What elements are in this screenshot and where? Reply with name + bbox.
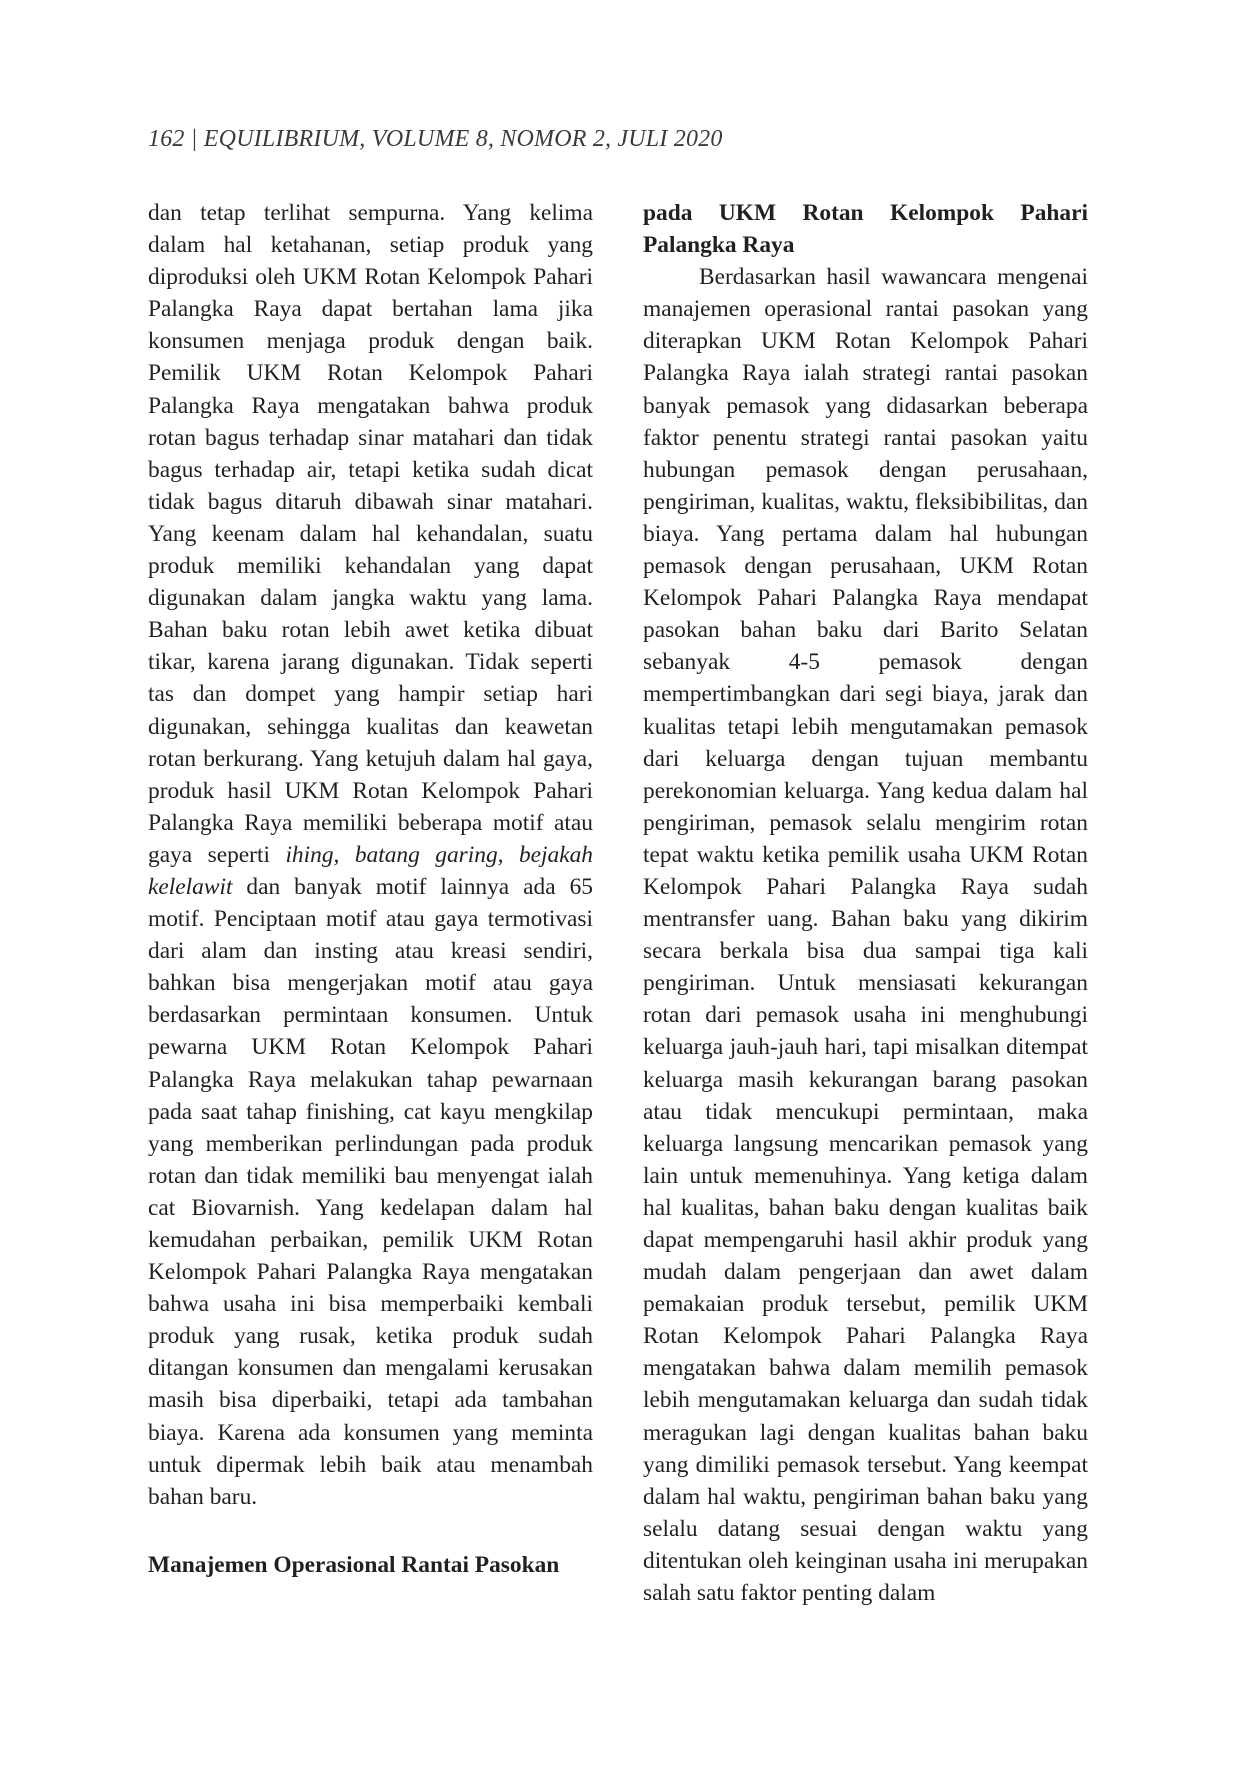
right-column bbox=[643, 197, 1088, 1609]
paragraph-text-continued: dan banyak motif lainnya ada 65 motif. Penciptaan motif atau gaya termotivasi dari alam dan insting atau kreasi sendiri, bahkan bisa mengerjakan motif atau gaya berdasarkan permintaan konsumen. Untuk pewarna UKM Rotan Kelompok Pahari Palangka Raya melakukan tahap pewarnaan pada saat tahap finishing, cat kayu mengkilap yang memberikan perlindungan pada produk rotan dan tidak memiliki bau menyengat ialah cat Biovarnish. Yang kedelapan dalam hal kemudahan perbaikan, pemilik UKM Rotan Kelompok Pahari Palangka Raya mengatakan bahwa usaha ini bisa memperbaiki kembali produk yang rusak, ketika produk sudah ditangan konsumen dan mengalami kerusakan masih bisa diperbaiki, tetapi ada tambahan biaya. Karena ada konsumen yang meminta untuk dipermak lebih baik atau menambah bahan baru. bbox=[148, 873, 593, 1510]
section-heading-continued: pada UKM Rotan Kelompok Pahari Palangka Raya bbox=[643, 200, 1088, 259]
left-column bbox=[148, 197, 593, 1581]
motif-names-italic: ihing, batang garing, bejakah kelelawit bbox=[148, 841, 593, 900]
section-heading: Manajemen Operasional Rantai Pasokan bbox=[148, 1551, 560, 1578]
running-header: 162 | EQUILIBRIUM, VOLUME 8, NOMOR 2, JULI 2020 bbox=[148, 126, 723, 152]
paragraph-text: dan tetap terlihat sempurna. Yang kelima dalam hal ketahanan, setiap produk yang diproduksi oleh UKM Rotan Kelompok Pahari Palangka Raya dapat bertahan lama jika konsumen menjaga produk dengan baik. Pemilik UKM Rotan Kelompok Pahari Palangka Raya mengatakan bahwa produk rotan bagus terhadap sinar matahari dan tidak bagus terhadap air, tetapi ketika sudah dicat tidak bagus ditaruh dibawah sinar matahari. Yang keenam dalam hal kehandalan, suatu produk memiliki kehandalan yang dapat digunakan dalam jangka waktu yang lama. Bahan baku rotan lebih awet ketika dibuat tikar, karena jarang digunakan. Tidak seperti tas dan dompet yang hampir setiap hari digunakan, sehingga kualitas dan keawetan rotan berkurang. Yang ketujuh dalam hal gaya, produk hasil UKM Rotan Kelompok Pahari Palangka Raya memiliki beberapa motif atau gaya seperti bbox=[148, 200, 593, 868]
body-paragraph bbox=[148, 197, 593, 1513]
body-paragraph: Berdasarkan hasil wawancara mengenai manajemen operasional rantai pasokan yang diterapkan UKM Rotan Kelompok Pahari Palangka Raya ialah strategi rantai pasokan banyak pemasok yang didasarkan beberapa faktor penentu strategi rantai pasokan yaitu hubungan pemasok dengan perusahaan, pengiriman, kualitas, waktu, fleksibibilitas, dan biaya. Yang pertama dalam hal hubungan pemasok dengan perusahaan, UKM Rotan Kelompok Pahari Palangka Raya mendapat pasokan bahan baku dari Barito Selatan sebanyak 4-5 pemasok dengan mempertimbangkan dari segi biaya, jarak dan kualitas tetapi lebih mengutamakan pemasok dari keluarga dengan tujuan membantu perekonomian keluarga. Yang kedua dalam hal pengiriman, pemasok selalu mengirim rotan tepat waktu ketika pemilik usaha UKM Rotan Kelompok Pahari Palangka Raya sudah mentransfer uang. Bahan baku yang dikirim secara berkala bisa dua sampai tiga kali pengiriman. Untuk mensiasati kekurangan rotan dari pemasok usaha ini menghubungi keluarga jauh-jauh hari, tapi misalkan ditempat keluarga masih kekurangan barang pasokan atau tidak mencukupi permintaan, maka keluarga langsung mencarikan pemasok yang lain untuk memenuhinya. Yang ketiga dalam hal kualitas, bahan baku dengan kualitas baik dapat mempengaruhi hasil akhir produk yang mudah dalam pengerjaan dan awet dalam pemakaian produk tersebut, pemilik UKM Rotan Kelompok Pahari Palangka Raya mengatakan bahwa dalam memilih pemasok lebih mengutamakan keluarga dan sudah tidak meragukan lagi dengan kualitas bahan baku yang dimiliki pemasok tersebut. Yang keempat dalam hal waktu, pengiriman bahan baku yang selalu datang sesuai dengan waktu yang ditentukan oleh keinginan usaha ini merupakan salah satu faktor penting dalam bbox=[643, 264, 1088, 1607]
